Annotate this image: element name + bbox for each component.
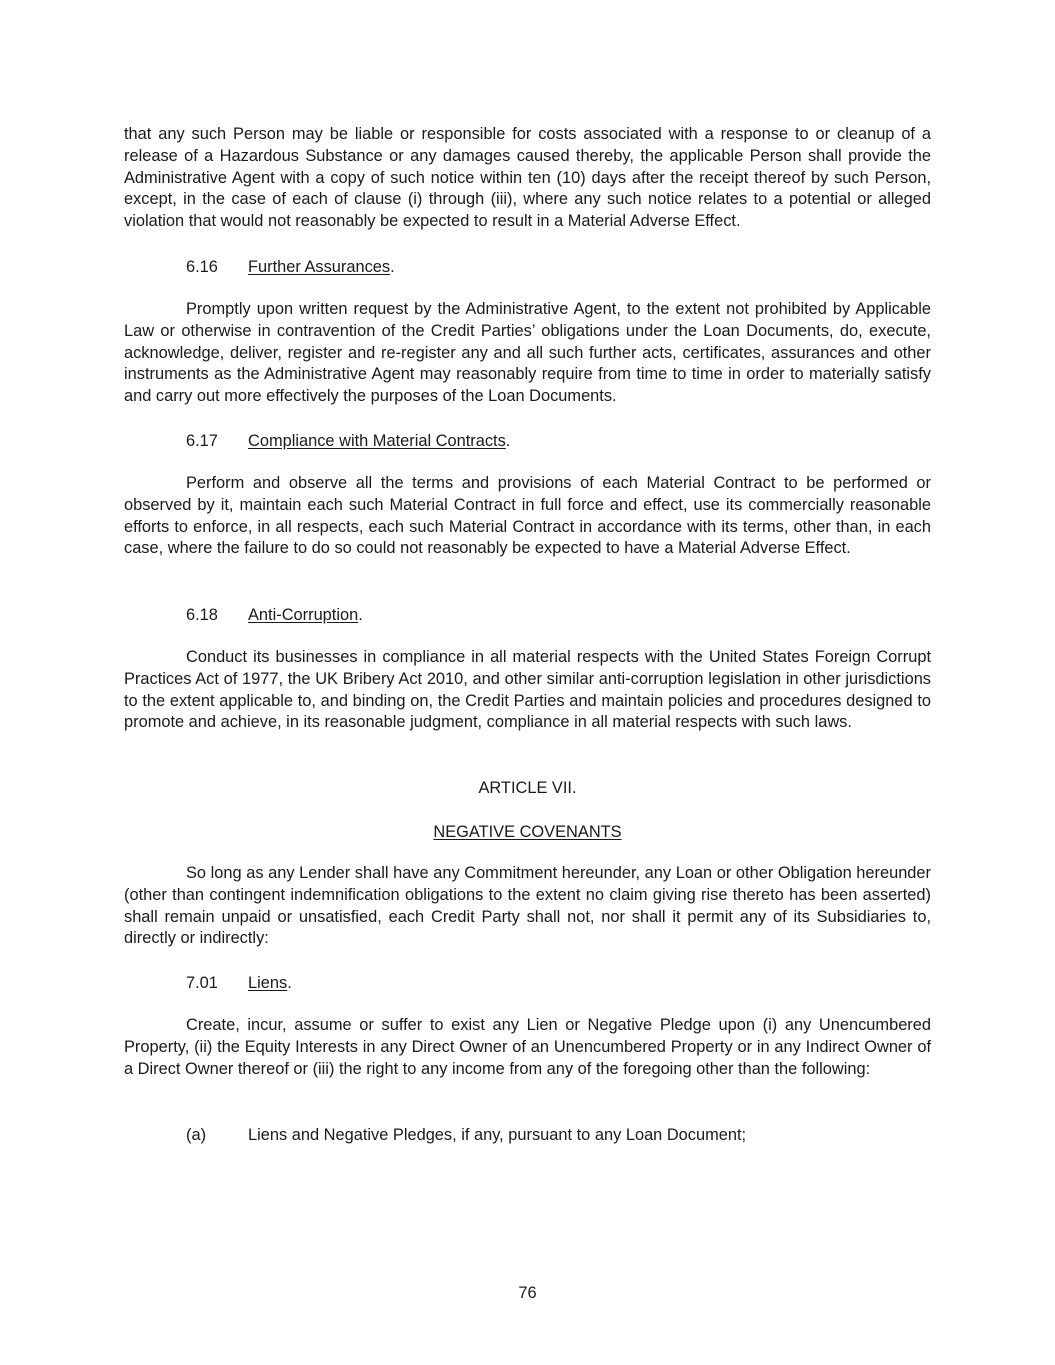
section-body-7-01: Create, incur, assume or suffer to exist any Lien or Negative Pledge upon (i) any Unencumbered Property, (ii) the Equity Interests in any Direct Owner of an Unencumbered Property or in any Indirect Owner of a Direct Owner thereof or (iii) the right to any income from any of the foregoing other than the following: (124, 1016, 931, 1078)
section-number: 6.17 (186, 432, 218, 450)
section-body-6-18: Conduct its businesses in compliance in all material respects with the United States Foreign Corrupt Practices Act of 1977, the UK Bribery Act 2010, and other similar anti-corruption legislation in other jurisdictions to the extent applicable to, and binding on, the Credit Parties and maintain policies and procedures designed to promote and achieve, in its reasonable judgment, compliance in all material respects with such laws. (124, 648, 931, 732)
page-number: 76 (518, 1284, 537, 1302)
section-title: Compliance with Material Contracts (248, 432, 506, 450)
section-title: Anti-Corruption (248, 606, 359, 624)
section-body-6-16: Promptly upon written request by the Administrative Agent, to the extent not prohibited by Applicable Law or otherwise in contravention of the Credit Parties’ obligations under the Loan Documents, do, execute, acknowledge, deliver, register and re-register any and all such further acts, certificates, assurances and other instruments as the Administrative Agent may reasonably require from time to time in order to materially satisfy and carry out more effectively the purposes of the Loan Documents. (124, 300, 931, 406)
section-title: Liens (248, 974, 288, 992)
section-body-6-17: Perform and observe all the terms and provisions of each Material Contract to be performed or observed by it, maintain each such Material Contract in full force and effect, use its commercially reasonable efforts to enforce, in all respects, each such Material Contract in accordance with its terms, other than, in each case, where the failure to do so could not reasonably be expected to have a Material Adverse Effect. (124, 474, 931, 558)
section-number: 6.16 (186, 258, 218, 276)
section-number: 7.01 (186, 974, 218, 992)
section-title: Further Assurances (248, 258, 391, 276)
section-heading-7-01: 7.01 Liens. (186, 974, 292, 992)
article-title-text: NEGATIVE COVENANTS (433, 823, 622, 841)
article-heading: ARTICLE VII. (478, 779, 577, 797)
section-heading-6-18: 6.18 Anti-Corruption. (186, 606, 363, 624)
list-item (186, 1124, 746, 1146)
section-heading-6-17: 6.17 Compliance with Material Contracts. (186, 432, 511, 450)
list-item-label: (a) (186, 1126, 207, 1144)
section-heading-6-16: 6.16 Further Assurances. (186, 258, 395, 276)
article-intro: So long as any Lender shall have any Commitment hereunder, any Loan or other Obligation hereunder (other than contingent indemnification obligations to the extent no claim giving rise thereto has been asserted) shall remain unpaid or unsatisfied, each Credit Party shall not, nor shall it permit any of its Subsidiaries to, directly or indirectly: (124, 864, 931, 948)
section-number: 6.18 (186, 606, 218, 624)
list-item-text: Liens and Negative Pledges, if any, pursuant to any Loan Document; (248, 1126, 747, 1144)
article-title (124, 821, 931, 843)
paragraph-continuation: that any such Person may be liable or responsible for costs associated with a response to or cleanup of a release of a Hazardous Substance or any damages caused thereby, the applicable Person shall provide the Administrative Agent with a copy of such notice within ten (10) days after the receipt thereof by such Person, except, in the case of each of clause (i) through (iii), where any such notice relates to a potential or alleged violation that would not reasonably be expected to result in a Material Adverse Effect. (124, 125, 931, 231)
